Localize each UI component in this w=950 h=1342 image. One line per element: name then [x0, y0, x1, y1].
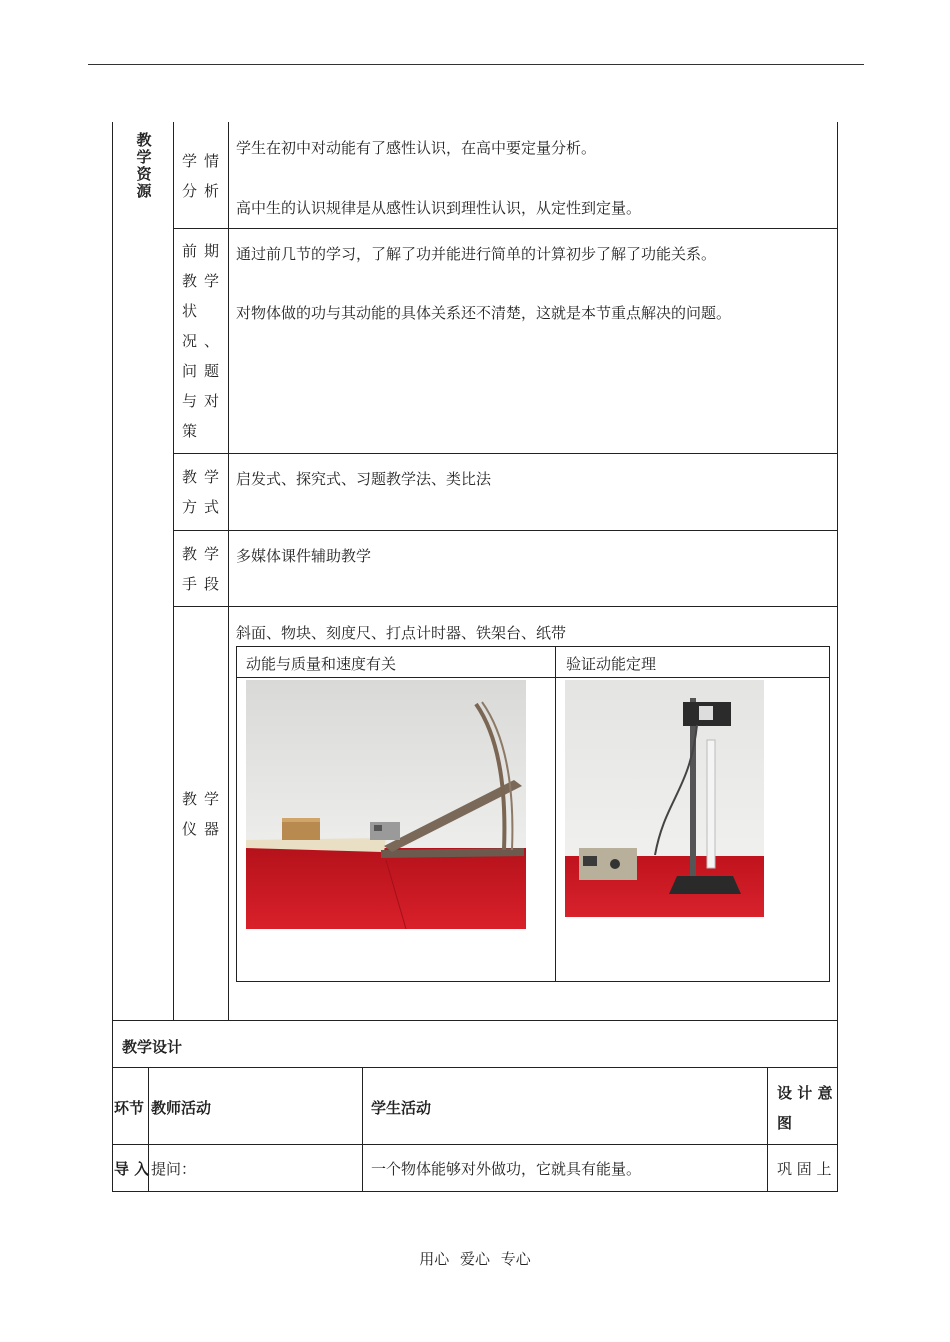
design-row-intent: 巩 固 上	[777, 1160, 832, 1178]
incline-experiment-photo	[246, 680, 526, 929]
row-label-means: 教 学 手段	[182, 545, 220, 593]
page-footer: 用心 爱心 专心	[419, 1250, 531, 1268]
row-label-prior-status: 前 期 教 学 状 况 、 问 题 与 对 策	[182, 242, 220, 440]
row-divider	[112, 1144, 838, 1145]
design-header-stage: 环节	[114, 1099, 145, 1117]
design-header-teacher: 教师活动	[151, 1099, 212, 1117]
cell-text: 对物体做的功与其动能的具体关系还不清楚，这就是本节重点解决的问题。	[236, 304, 732, 322]
row-label-student-analysis: 学 情 分析	[182, 152, 220, 200]
row-divider	[112, 1067, 838, 1068]
instrument-col2-header: 验证动能定理	[566, 655, 657, 673]
table-right-border	[837, 122, 838, 1192]
row-divider	[173, 530, 838, 531]
cell-text: 高中生的认识规律是从感性认识到理性认识，从定性到定量。	[236, 199, 642, 217]
row-divider	[112, 1191, 838, 1192]
row-label-method: 教 学 方式	[182, 468, 220, 516]
timer-experiment-photo	[565, 680, 764, 917]
instrument-col1-header: 动能与质量和速度有关	[246, 655, 397, 673]
design-header-intent: 设 计 意 图	[777, 1084, 833, 1132]
design-row-student: 一个物体能够对外做功，它就具有能量。	[371, 1160, 642, 1178]
cell-text: 多媒体课件辅助教学	[236, 547, 372, 565]
row-label-instruments: 教 学 仪器	[182, 790, 220, 838]
row-divider	[173, 606, 838, 607]
design-header-student: 学生活动	[371, 1099, 432, 1117]
cell-text: 学生在初中对动能有了感性认识，在高中要定量分析。	[236, 139, 597, 157]
incline-experiment-image	[246, 680, 526, 929]
timer-experiment-image	[565, 680, 764, 917]
category-label: 教 学 资 源	[136, 131, 152, 200]
row-divider	[173, 228, 838, 229]
cell-text: 斜面、物块、刻度尺、打点计时器、铁架台、纸带	[236, 624, 567, 642]
category-divider	[173, 122, 174, 1020]
instrument-header-divider	[236, 677, 830, 678]
design-row-teacher: 提问：	[151, 1160, 197, 1178]
header-rule	[88, 64, 864, 65]
cell-text: 启发式、探究式、习题教学法、类比法	[236, 470, 492, 488]
design-col-divider	[767, 1067, 768, 1191]
row-divider	[112, 1020, 838, 1021]
design-row-stage: 导 入	[114, 1160, 150, 1178]
row-divider	[173, 453, 838, 454]
instrument-col-divider	[555, 646, 556, 982]
cell-text: 通过前几节的学习，了解了功并能进行简单的计算初步了解了功能关系。	[236, 245, 717, 263]
table-left-border	[112, 122, 113, 1192]
label-divider	[228, 122, 229, 1020]
design-section-title: 教学设计	[122, 1038, 183, 1056]
design-col-divider	[362, 1067, 363, 1191]
